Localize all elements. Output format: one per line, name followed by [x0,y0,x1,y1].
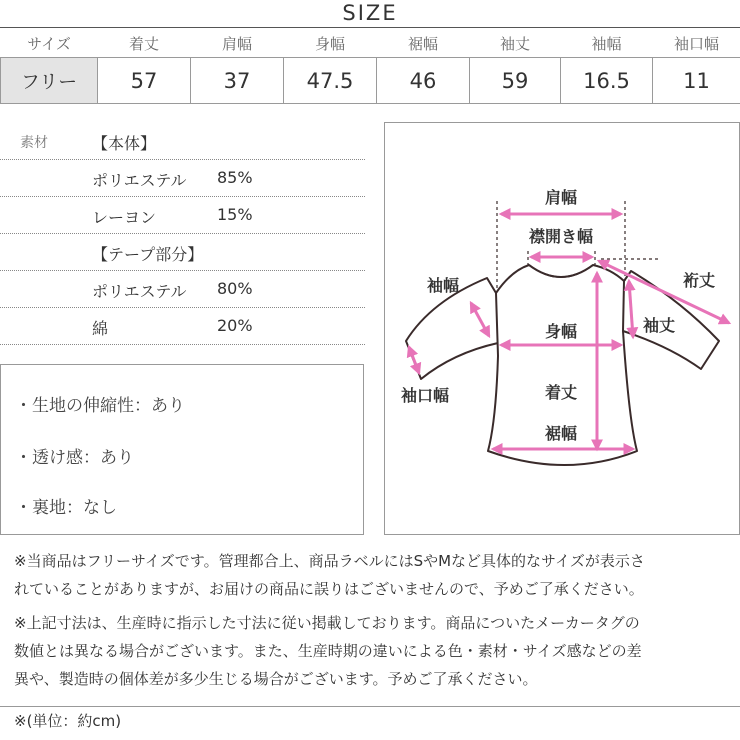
table-cell: 11 [653,58,740,104]
label-sleeve-length: 袖丈 [642,318,676,335]
material-row [0,196,365,234]
header-cell: 身幅 [314,35,345,53]
material-row [0,270,365,308]
unit-note: ※(単位：約cm) [14,712,122,730]
footer-note-line: れていることがありますが、お届けの商品に誤りはございませんので、予めご了承ください。 [14,580,644,598]
label-length: 着丈 [544,385,578,402]
table-cell: 47.5 [284,58,377,104]
size-table-header [1,30,740,58]
material-name: レーヨン [92,208,157,227]
material-row [0,233,365,271]
label-yuki: 裄丈 [682,273,716,290]
size-name-cell: フリー [1,58,98,104]
header-cell: 着丈 [128,35,159,53]
material-part: 【テープ部分】 [92,245,204,264]
material-percent: 20% [217,316,253,335]
note-lining: ・裏地：なし [15,498,117,518]
label-neck-opening: 襟開き幅 [528,229,594,246]
sleeve-width-arrow [471,303,489,336]
footer-note-line: 異や、製造時の個体差が多少生じる場合がございます。予めご了承ください。 [14,670,538,688]
measurement-diagram [384,122,740,535]
table-cell: 37 [191,58,284,104]
label-shoulder: 肩幅 [544,190,578,207]
table-cell: 59 [470,58,561,104]
label-cuff-width: 袖口幅 [400,388,450,405]
material-percent: 85% [217,168,253,187]
material-percent: 80% [217,279,253,298]
header-cell: サイズ [27,35,71,53]
cuff-arrow [409,347,419,373]
label-hem-width: 裾幅 [544,426,578,443]
footer-note-line: 数値とは異なる場合がございます。また、生産時期の違いによる色・素材・サイズ感などの差 [14,642,642,660]
material-name: ポリエステル [92,282,187,301]
material-part: 【本体】 [92,134,157,153]
title-divider [0,27,740,28]
fabric-notes-box [0,364,364,535]
header-cell: 袖丈 [499,35,530,53]
header-cell: 袖幅 [591,35,622,53]
material-row [0,159,365,197]
table-cell: 16.5 [561,58,653,104]
table-row [1,58,740,104]
table-cell: 57 [98,58,191,104]
note-sheer: ・透け感：あり [15,448,134,468]
material-percent: 15% [217,205,253,224]
material-name: ポリエステル [92,171,187,190]
material-row [0,307,365,345]
footer-divider [0,706,740,707]
size-title: SIZE [342,1,398,25]
label-body-width: 身幅 [544,324,578,341]
header-cell: 肩幅 [221,35,252,53]
table-cell: 46 [377,58,470,104]
material-name: 綿 [92,319,109,338]
note-stretch: ・生地の伸縮性：あり [15,396,185,416]
garment-diagram [385,123,740,536]
size-table [0,30,740,104]
materials-label: 素材 [20,135,48,151]
neckline [529,265,593,277]
footer-note-line: ※上記寸法は、生産時に指示した寸法に従い掲載しております。商品についたメーカータグの [14,614,640,632]
header-cell: 袖口幅 [673,35,719,53]
sleeve-length-arrow [629,281,633,337]
yuki-arrow [599,261,729,323]
header-cell: 裾幅 [407,35,438,53]
material-row [0,122,365,160]
footer-note-line: ※当商品はフリーサイズです。管理都合上、商品ラベルにはSやMなど具体的なサイズが表示さ [14,552,645,570]
label-sleeve-width: 袖幅 [426,278,460,295]
